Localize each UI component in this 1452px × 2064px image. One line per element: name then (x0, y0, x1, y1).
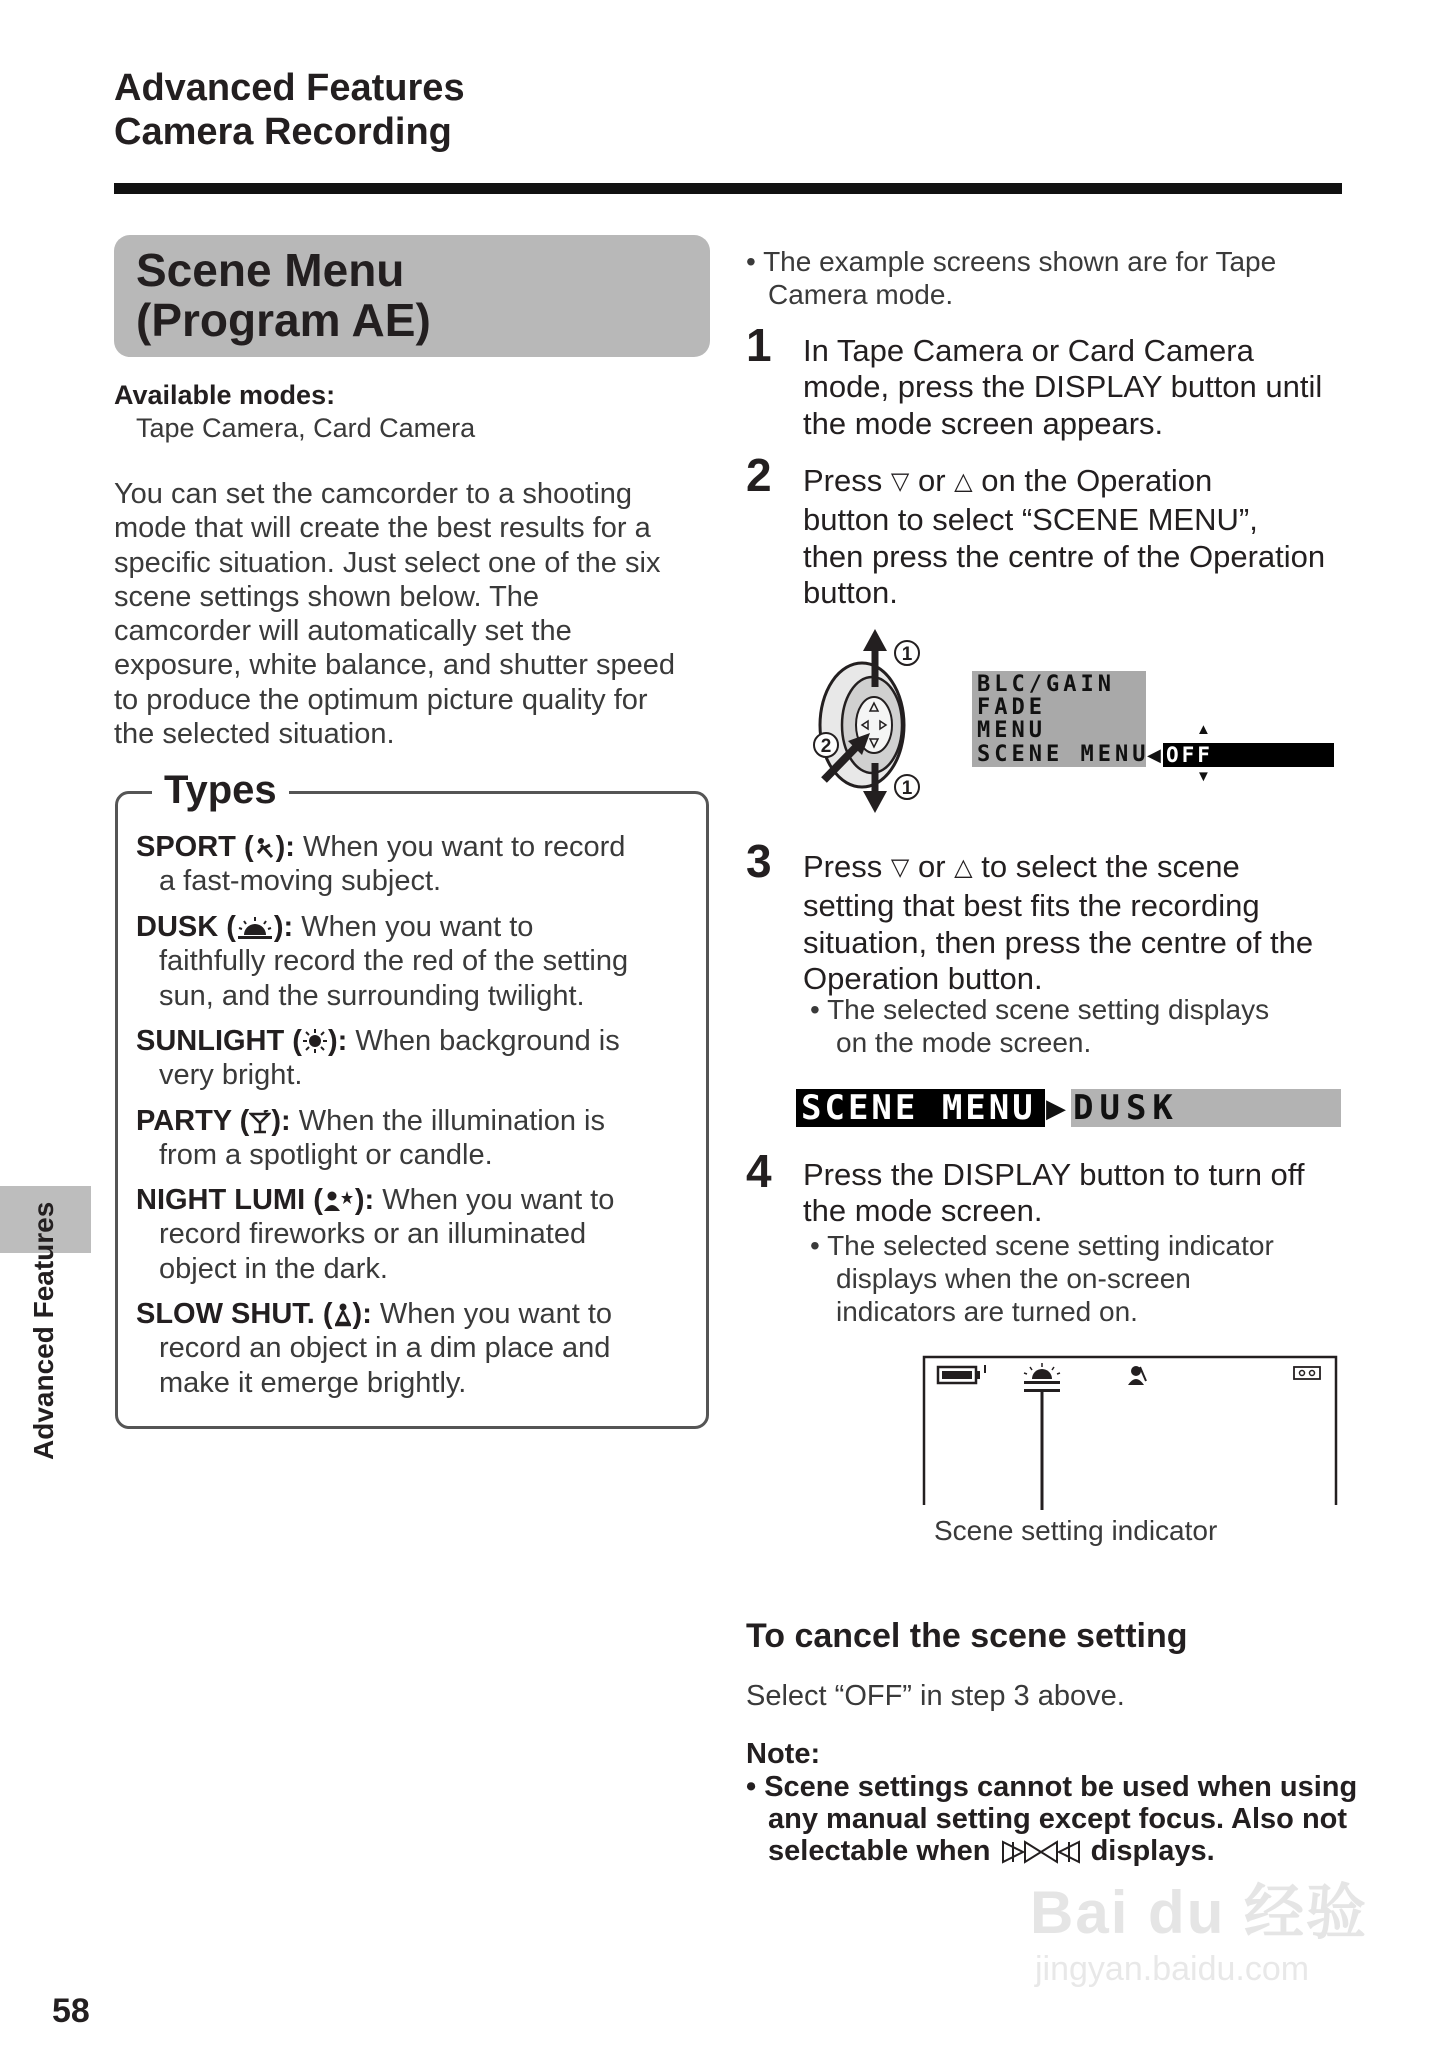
intro-line: specific situation. Just select one of the six (114, 546, 661, 579)
scene-value-dusk: DUSK (1073, 1088, 1179, 1128)
type-entry-slow-shut: SLOW SHUT. ( ): When you want to record an object in a dim place and make it emerge brightly. (136, 1298, 613, 1399)
note-line3: selectable when displays. (768, 1835, 1215, 1867)
step-1-number: 1 (746, 319, 772, 371)
types-heading: Types (152, 765, 289, 815)
page-title-box (114, 235, 710, 357)
runner-icon (254, 837, 276, 859)
person-star-icon (323, 1189, 355, 1213)
callout-2: 2 (820, 736, 832, 757)
baidu-watermark-url: jingyan.baidu.com (1035, 1950, 1310, 1988)
up-triangle-icon: △ (954, 468, 973, 495)
down-triangle-icon: ▽ (890, 468, 910, 495)
step-4-bullet-line2: displays when the on-screen (836, 1263, 1191, 1294)
intro-line: mode that will create the best results for a (114, 512, 651, 545)
menu-item-fade: FADE (977, 695, 1046, 720)
scene-menu-label: SCENE MENU (801, 1088, 1036, 1128)
intro-line: camcorder will automatically set the (114, 615, 572, 648)
dusk-indicator-icon (1024, 1363, 1060, 1392)
type-entry-sunlight: SUNLIGHT ( ): When background is very bright. (136, 1025, 620, 1092)
intro-line: You can set the camcorder to a shooting (114, 478, 633, 510)
type-name: SPORT ( (136, 831, 254, 863)
note-line1: • Scene settings cannot be used when using (746, 1771, 1358, 1803)
step-4-bullet-line1: • The selected scene setting indicator (810, 1230, 1274, 1261)
available-modes-label: Available modes: (114, 380, 336, 410)
step-1-text: In Tape Camera or Card Camera mode, press the DISPLAY button until the mode screen appears. (803, 333, 1323, 441)
step-3-number: 3 (746, 835, 772, 887)
cancel-heading: To cancel the scene setting (746, 1617, 1188, 1655)
page-title-line1: Scene Menu (136, 244, 405, 296)
note-heading: Note: (746, 1738, 821, 1770)
step-4-number: 4 (746, 1145, 772, 1197)
menu-item-scene-menu: SCENE MENU (977, 742, 1150, 767)
header-rule (114, 183, 1342, 194)
operation-button-illustration (800, 625, 950, 815)
battery-icon (938, 1365, 986, 1383)
menu-value-off: OFF (1166, 743, 1213, 767)
type-entry-night-lumi: NIGHT LUMI ( ): When you want to record fireworks or an illuminated object in the dark. (136, 1184, 615, 1285)
step-3-bullet-line2: on the mode screen. (836, 1027, 1092, 1058)
sunset-icon (236, 915, 274, 941)
step-3-text: Press ▽ or △ to select the scene setting that best fits the recording situation, then press the centre of the Operation button. (803, 849, 1314, 996)
sun-icon (302, 1028, 328, 1054)
page-title-line2: (Program AE) (136, 294, 431, 346)
type-entry-party: PARTY ( ): When the illumination is from a spotlight or candle. (136, 1105, 605, 1172)
intro-line: scene settings shown below. The (114, 580, 540, 613)
type-entry-sport: SPORT ( ): When you want to record a fast-moving subject. (136, 831, 626, 898)
callout-1-top: 1 (901, 644, 913, 665)
note-line2: any manual setting except focus. Also not (768, 1803, 1348, 1835)
cancel-text: Select “OFF” in step 3 above. (746, 1680, 1125, 1712)
available-modes-value: Tape Camera, Card Camera (136, 413, 476, 443)
intro-line: to produce the optimum picture quality for (114, 683, 648, 716)
baidu-watermark: Bai du 经验 (1030, 1879, 1369, 1946)
slow-shutter-icon (333, 1301, 353, 1327)
down-triangle-icon: ▽ (890, 854, 910, 881)
step-4-bullet-line3: indicators are turned on. (836, 1296, 1138, 1327)
scene-pointer-icon: ▶ (1046, 1093, 1066, 1123)
on-screen-indicator-illustration (920, 1355, 1340, 1515)
digital-zoom-icon (999, 1838, 1083, 1866)
indicator-caption: Scene setting indicator (934, 1515, 1218, 1546)
intro-line: exposure, white balance, and shutter speed (114, 649, 676, 682)
backlight-indicator-icon (1128, 1366, 1146, 1385)
tape-icon (1294, 1367, 1320, 1379)
menu-item-blc-gain: BLC/GAIN (977, 672, 1115, 697)
menu-item-menu: MENU (977, 718, 1046, 743)
cocktail-glass-icon (249, 1110, 271, 1134)
header-subtitle: Camera Recording (114, 111, 452, 153)
down-arrow-icon: ▼ (1196, 768, 1211, 785)
up-triangle-icon: △ (954, 854, 973, 881)
intro-paragraph (114, 477, 714, 751)
step-2-text: Press ▽ or △ on the Operation button to select “SCENE MENU”, then press the centre of the Operation button. (803, 463, 1326, 610)
menu-pointer-icon: ◀ (1147, 745, 1161, 765)
page-number: 58 (52, 1992, 90, 2030)
intro-line: the selected situation. (114, 718, 395, 751)
step-3-bullet-line1: • The selected scene setting displays (810, 994, 1270, 1025)
header-section-title: Advanced Features (114, 67, 465, 109)
step-4-text: Press the DISPLAY button to turn off the mode screen. (803, 1157, 1305, 1229)
side-section-label: Advanced Features (28, 1201, 59, 1460)
intro-bullet-line2: Camera mode. (768, 279, 954, 310)
callout-1-bottom: 1 (901, 778, 913, 799)
type-entry-dusk: DUSK ( ): When you want to faithfully record the red of the setting sun, and the surrounding twilight. (136, 911, 629, 1012)
intro-bullet-line1: • The example screens shown are for Tape (746, 246, 1277, 277)
step-2-number: 2 (746, 449, 772, 501)
up-arrow-icon: ▲ (1196, 721, 1211, 738)
